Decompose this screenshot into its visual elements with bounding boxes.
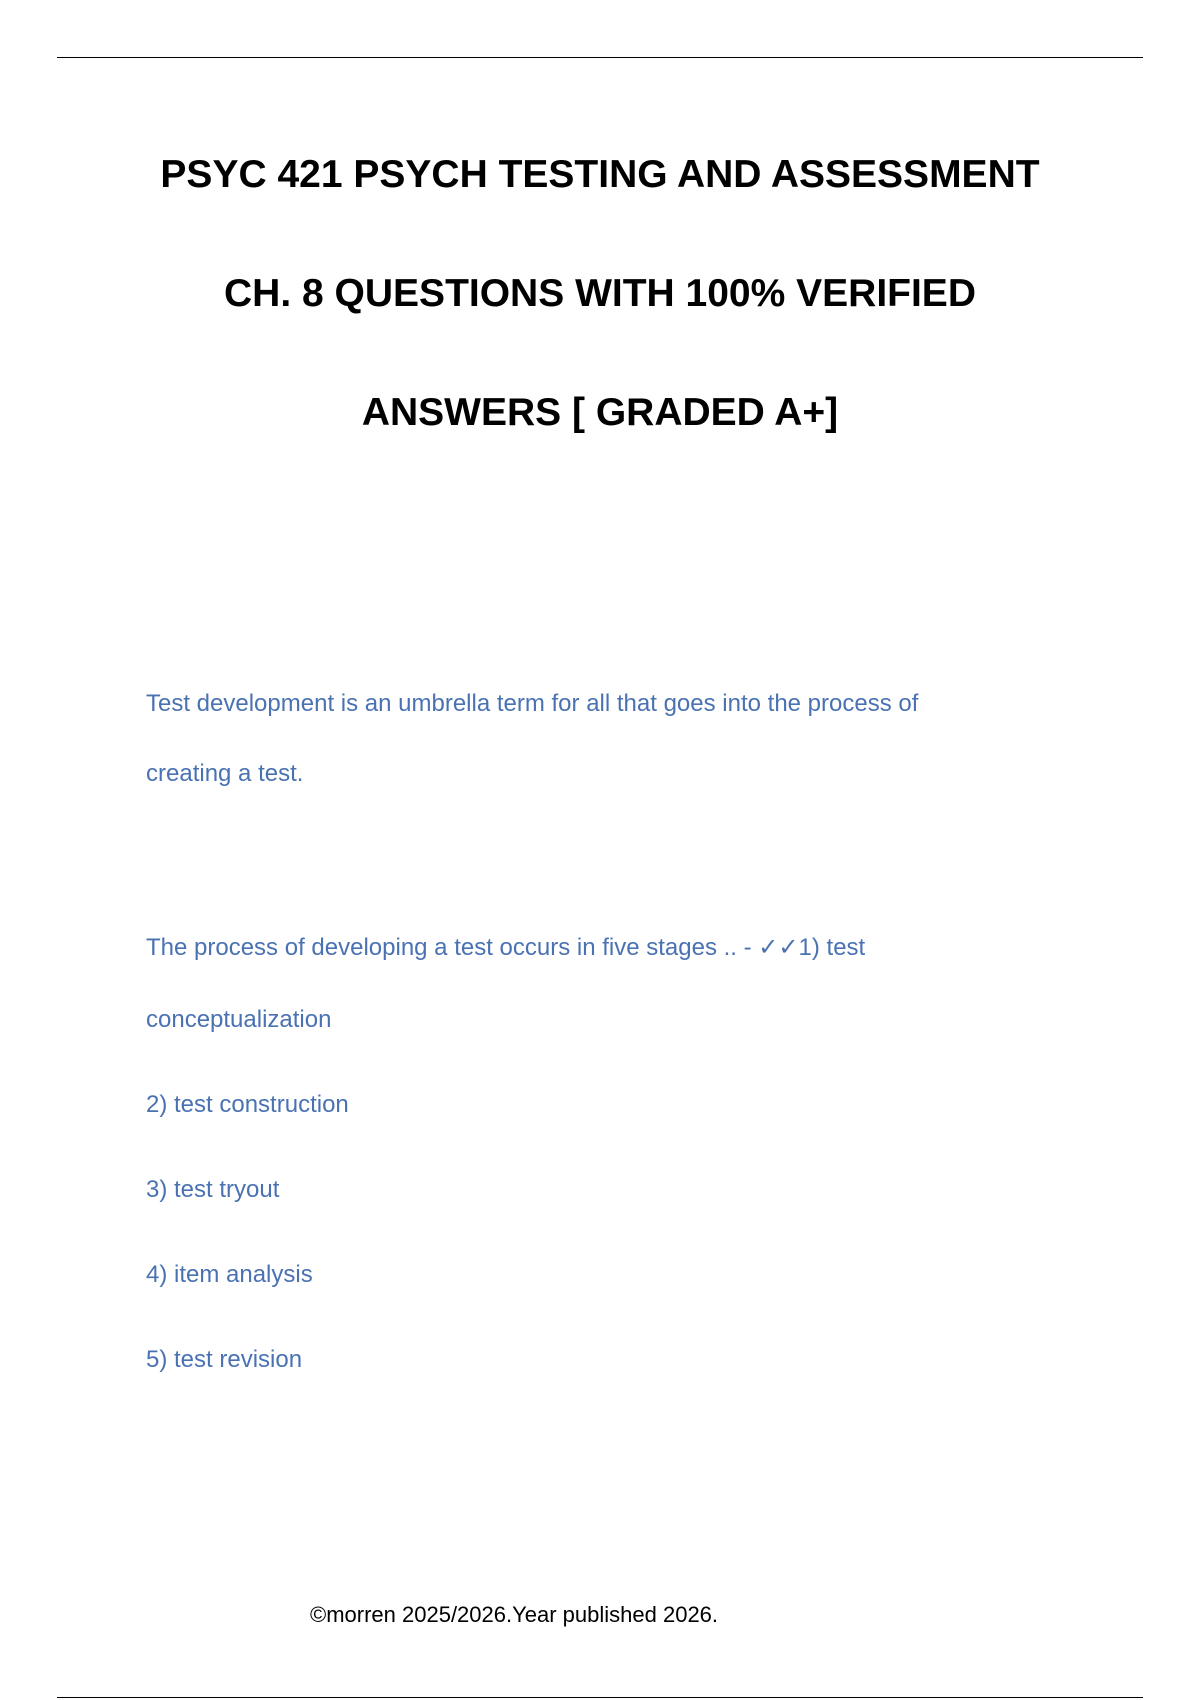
entry-1-line-1: Test development is an umbrella term for all that goes into the process of bbox=[146, 690, 919, 717]
title-line-2: CH. 8 QUESTIONS WITH 100% VERIFIED bbox=[224, 272, 976, 315]
bottom-rule bbox=[57, 1697, 1143, 1698]
list-item: 4) item analysis bbox=[146, 1261, 313, 1288]
copyright-footer: ©morren 2025/2026.Year published 2026. bbox=[310, 1602, 719, 1627]
entry-development-stages bbox=[146, 930, 1046, 1427]
title-line-3: ANSWERS [ GRADED A+] bbox=[361, 391, 839, 434]
list-item: 2) test construction bbox=[146, 1091, 349, 1118]
entry-1-line-2: creating a test. bbox=[146, 760, 304, 787]
list-item: 3) test tryout bbox=[146, 1176, 280, 1203]
entry-test-development bbox=[146, 684, 1046, 824]
top-rule bbox=[57, 57, 1143, 58]
entry-2-line-2: conceptualization bbox=[146, 1006, 332, 1033]
title-line-1: PSYC 421 PSYCH TESTING AND ASSESSMENT bbox=[160, 153, 1040, 196]
document-title bbox=[0, 135, 1200, 492]
entry-2-line-1: The process of developing a test occurs in five stages .. - ✓✓1) test bbox=[146, 934, 866, 961]
list-item: 5) test revision bbox=[146, 1346, 303, 1373]
